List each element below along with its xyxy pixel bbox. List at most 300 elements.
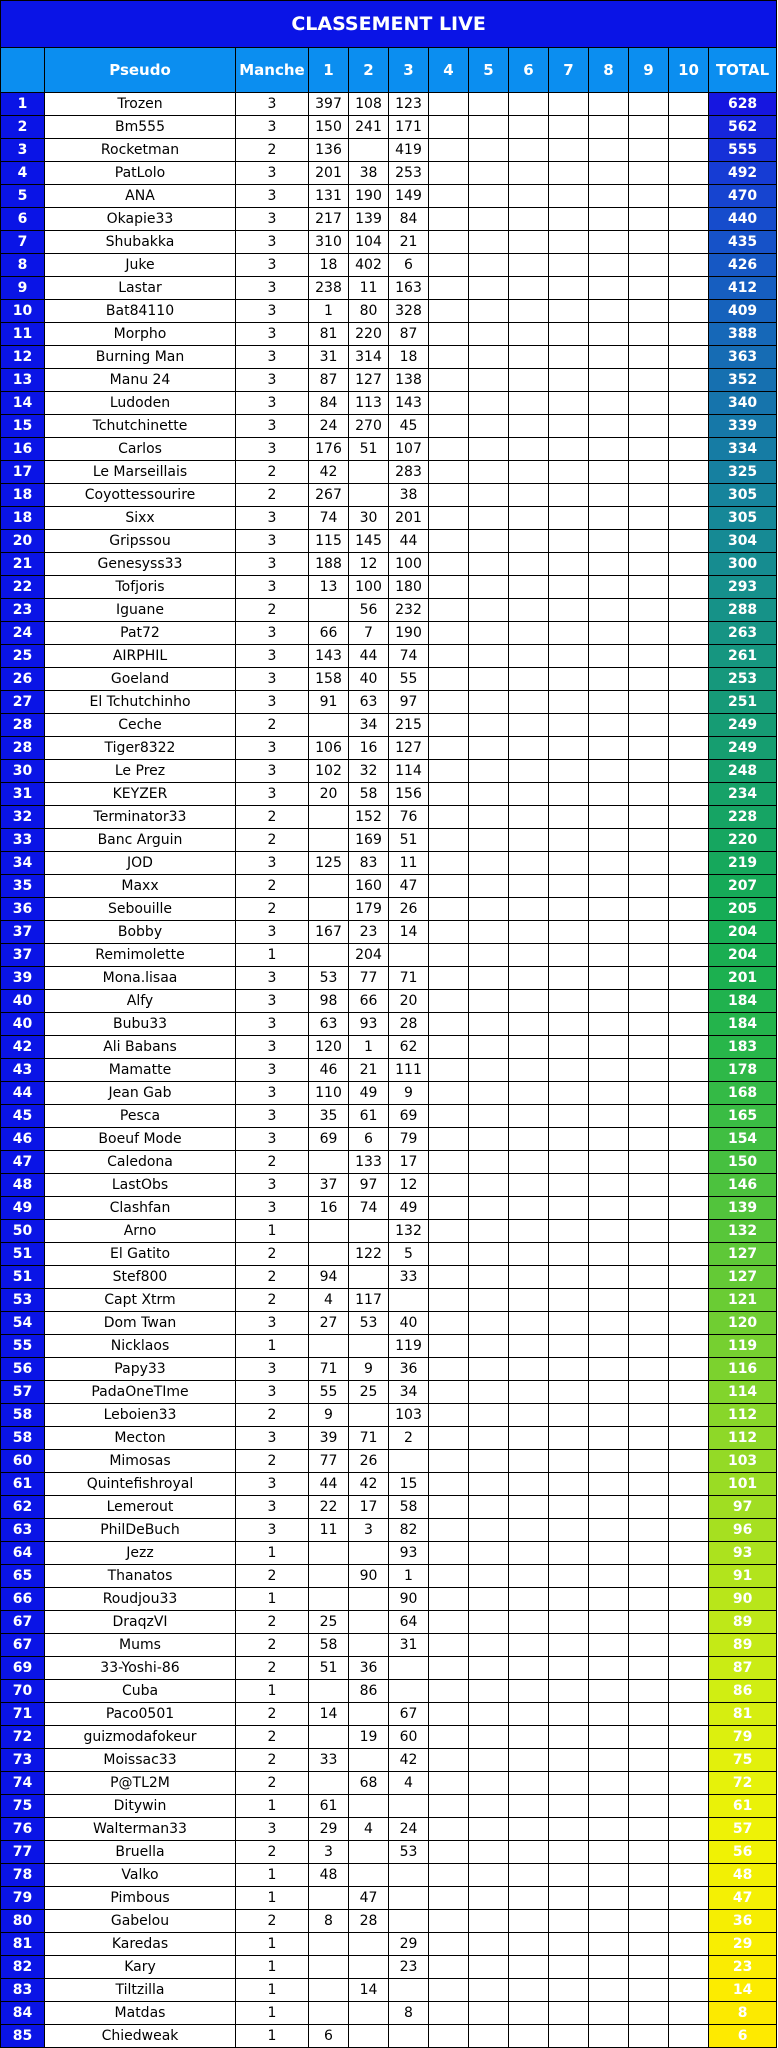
table-row xyxy=(1,829,777,852)
round-5-score xyxy=(469,1082,509,1105)
round-4-score xyxy=(429,553,469,576)
round-9-score xyxy=(629,898,669,921)
round-9-score xyxy=(629,231,669,254)
round-8-score xyxy=(589,806,629,829)
total-cell: 288 xyxy=(709,599,777,622)
round-5-score xyxy=(469,1657,509,1680)
round-7-score xyxy=(549,1680,589,1703)
manche-cell: 2 xyxy=(236,1266,309,1289)
manche-cell: 3 xyxy=(236,1519,309,1542)
round-9-score xyxy=(629,1887,669,1910)
table-row xyxy=(1,806,777,829)
pseudo-cell: Juke xyxy=(45,254,236,277)
round-9-score xyxy=(629,875,669,898)
table-row xyxy=(1,1128,777,1151)
round-1-score: 20 xyxy=(309,783,349,806)
round-8-score xyxy=(589,185,629,208)
round-10-score xyxy=(669,1542,709,1565)
total-cell: 184 xyxy=(709,1013,777,1036)
round-3-score: 26 xyxy=(389,898,429,921)
total-cell: 93 xyxy=(709,1542,777,1565)
round-6-score xyxy=(509,1381,549,1404)
rank-cell: 77 xyxy=(1,1841,45,1864)
round-10-score xyxy=(669,231,709,254)
pseudo-cell: Tchutchinette xyxy=(45,415,236,438)
round-4-score xyxy=(429,185,469,208)
round-2-score: 38 xyxy=(349,162,389,185)
round-7-score xyxy=(549,1059,589,1082)
pseudo-cell: AIRPHIL xyxy=(45,645,236,668)
round-4-score xyxy=(429,1772,469,1795)
round-5-score xyxy=(469,1059,509,1082)
round-9-score xyxy=(629,1933,669,1956)
pseudo-cell: Bat84110 xyxy=(45,300,236,323)
round-7-score xyxy=(549,1174,589,1197)
manche-cell: 3 xyxy=(236,921,309,944)
round-8-score xyxy=(589,231,629,254)
round-9-score xyxy=(629,1726,669,1749)
manche-cell: 1 xyxy=(236,944,309,967)
round-8-score xyxy=(589,645,629,668)
round-5-score xyxy=(469,1243,509,1266)
round-7-score xyxy=(549,1404,589,1427)
round-7-score xyxy=(549,1358,589,1381)
round-5-score xyxy=(469,944,509,967)
round-4-score xyxy=(429,1427,469,1450)
round-8-score xyxy=(589,1542,629,1565)
round-1-score xyxy=(309,1335,349,1358)
total-cell: 89 xyxy=(709,1634,777,1657)
round-10-score xyxy=(669,185,709,208)
round-4-score xyxy=(429,737,469,760)
round-7-score xyxy=(549,1841,589,1864)
round-5-score xyxy=(469,1151,509,1174)
round-9-score xyxy=(629,277,669,300)
round-7-score xyxy=(549,691,589,714)
round-6-score xyxy=(509,622,549,645)
round-3-score: 119 xyxy=(389,1335,429,1358)
round-6-score xyxy=(509,1151,549,1174)
total-cell: 228 xyxy=(709,806,777,829)
round-10-score xyxy=(669,645,709,668)
round-10-score xyxy=(669,576,709,599)
round-9-score xyxy=(629,1243,669,1266)
total-cell: 253 xyxy=(709,668,777,691)
table-row xyxy=(1,645,777,668)
total-cell: 29 xyxy=(709,1933,777,1956)
round-4-score xyxy=(429,990,469,1013)
rank-cell: 51 xyxy=(1,1266,45,1289)
total-cell: 220 xyxy=(709,829,777,852)
round-7-score xyxy=(549,1887,589,1910)
header-row xyxy=(1,48,777,93)
rank-cell: 9 xyxy=(1,277,45,300)
round-8-score xyxy=(589,1013,629,1036)
round-5-score xyxy=(469,599,509,622)
round-1-score xyxy=(309,806,349,829)
round-1-score: 120 xyxy=(309,1036,349,1059)
rank-cell: 67 xyxy=(1,1634,45,1657)
manche-cell: 2 xyxy=(236,1910,309,1933)
round-4-score xyxy=(429,691,469,714)
round-8-score xyxy=(589,254,629,277)
round-5-score xyxy=(469,1910,509,1933)
round-4-score xyxy=(429,1956,469,1979)
round-7-score xyxy=(549,346,589,369)
round-6-score xyxy=(509,760,549,783)
table-row xyxy=(1,1197,777,1220)
round-3-score: 69 xyxy=(389,1105,429,1128)
table-row xyxy=(1,1519,777,1542)
table-row xyxy=(1,1427,777,1450)
round-8-score xyxy=(589,1289,629,1312)
table-row xyxy=(1,461,777,484)
round-5-score xyxy=(469,1289,509,1312)
round-8-score xyxy=(589,1910,629,1933)
round-5-score xyxy=(469,208,509,231)
round-2-score: 9 xyxy=(349,1358,389,1381)
round-7-score xyxy=(549,277,589,300)
round-1-score: 13 xyxy=(309,576,349,599)
round-5-score xyxy=(469,231,509,254)
rank-cell: 37 xyxy=(1,921,45,944)
round-5-score xyxy=(469,1197,509,1220)
manche-cell: 2 xyxy=(236,1243,309,1266)
round-3-score: 132 xyxy=(389,1220,429,1243)
round-3-score: 42 xyxy=(389,1749,429,1772)
header-total: TOTAL xyxy=(709,48,777,93)
round-2-score xyxy=(349,2002,389,2025)
round-9-score xyxy=(629,1404,669,1427)
round-3-score xyxy=(389,1680,429,1703)
round-6-score xyxy=(509,714,549,737)
round-10-score xyxy=(669,1243,709,1266)
pseudo-cell: Coyottessourire xyxy=(45,484,236,507)
round-9-score xyxy=(629,162,669,185)
round-7-score xyxy=(549,323,589,346)
round-7-score xyxy=(549,438,589,461)
manche-cell: 3 xyxy=(236,185,309,208)
round-2-score: 113 xyxy=(349,392,389,415)
round-10-score xyxy=(669,1128,709,1151)
table-row xyxy=(1,2002,777,2025)
round-5-score xyxy=(469,852,509,875)
round-10-score xyxy=(669,1358,709,1381)
round-1-score: 9 xyxy=(309,1404,349,1427)
round-8-score xyxy=(589,346,629,369)
round-3-score: 149 xyxy=(389,185,429,208)
round-10-score xyxy=(669,898,709,921)
rank-cell: 13 xyxy=(1,369,45,392)
table-row xyxy=(1,1933,777,1956)
round-1-score: 115 xyxy=(309,530,349,553)
header-round-3: 3 xyxy=(389,48,429,93)
round-4-score xyxy=(429,1243,469,1266)
table-row xyxy=(1,93,777,116)
round-1-score: 201 xyxy=(309,162,349,185)
round-5-score xyxy=(469,1795,509,1818)
round-4-score xyxy=(429,1634,469,1657)
round-9-score xyxy=(629,622,669,645)
round-3-score: 31 xyxy=(389,1634,429,1657)
round-8-score xyxy=(589,714,629,737)
manche-cell: 2 xyxy=(236,1726,309,1749)
round-3-score: 18 xyxy=(389,346,429,369)
manche-cell: 1 xyxy=(236,1979,309,2002)
round-7-score xyxy=(549,1312,589,1335)
round-10-score xyxy=(669,1289,709,1312)
total-cell: 412 xyxy=(709,277,777,300)
round-6-score xyxy=(509,829,549,852)
round-1-score xyxy=(309,1956,349,1979)
table-row xyxy=(1,944,777,967)
rank-cell: 16 xyxy=(1,438,45,461)
round-1-score xyxy=(309,1680,349,1703)
round-3-score: 123 xyxy=(389,93,429,116)
round-1-score xyxy=(309,599,349,622)
round-9-score xyxy=(629,967,669,990)
rank-cell: 39 xyxy=(1,967,45,990)
pseudo-cell: Manu 24 xyxy=(45,369,236,392)
round-1-score: 8 xyxy=(309,1910,349,1933)
round-5-score xyxy=(469,1496,509,1519)
manche-cell: 2 xyxy=(236,484,309,507)
round-3-score: 328 xyxy=(389,300,429,323)
rank-cell: 3 xyxy=(1,139,45,162)
total-cell: 340 xyxy=(709,392,777,415)
pseudo-cell: El Tchutchinho xyxy=(45,691,236,714)
round-6-score xyxy=(509,576,549,599)
round-4-score xyxy=(429,1289,469,1312)
round-2-score xyxy=(349,1404,389,1427)
round-1-score: 22 xyxy=(309,1496,349,1519)
round-9-score xyxy=(629,185,669,208)
pseudo-cell: Morpho xyxy=(45,323,236,346)
round-2-score: 36 xyxy=(349,1657,389,1680)
round-4-score xyxy=(429,599,469,622)
round-5-score xyxy=(469,1703,509,1726)
round-4-score xyxy=(429,829,469,852)
total-cell: 325 xyxy=(709,461,777,484)
total-cell: 363 xyxy=(709,346,777,369)
round-7-score xyxy=(549,369,589,392)
round-4-score xyxy=(429,1197,469,1220)
manche-cell: 2 xyxy=(236,1841,309,1864)
round-1-score: 37 xyxy=(309,1174,349,1197)
round-5-score xyxy=(469,1841,509,1864)
round-6-score xyxy=(509,93,549,116)
round-9-score xyxy=(629,1565,669,1588)
header-round-4: 4 xyxy=(429,48,469,93)
table-row xyxy=(1,162,777,185)
round-10-score xyxy=(669,1151,709,1174)
pseudo-cell: Arno xyxy=(45,1220,236,1243)
round-10-score xyxy=(669,93,709,116)
rank-cell: 76 xyxy=(1,1818,45,1841)
table-row xyxy=(1,254,777,277)
rank-cell: 54 xyxy=(1,1312,45,1335)
round-1-score: 71 xyxy=(309,1358,349,1381)
round-8-score xyxy=(589,208,629,231)
rank-cell: 85 xyxy=(1,2025,45,2048)
total-cell: 261 xyxy=(709,645,777,668)
rank-cell: 63 xyxy=(1,1519,45,1542)
pseudo-cell: Mona.lisaa xyxy=(45,967,236,990)
rank-cell: 24 xyxy=(1,622,45,645)
round-1-score: 397 xyxy=(309,93,349,116)
round-10-score xyxy=(669,300,709,323)
manche-cell: 2 xyxy=(236,875,309,898)
round-7-score xyxy=(549,1657,589,1680)
total-cell: 86 xyxy=(709,1680,777,1703)
pseudo-cell: Mums xyxy=(45,1634,236,1657)
pseudo-cell: Nicklaos xyxy=(45,1335,236,1358)
table-row xyxy=(1,1910,777,1933)
round-4-score xyxy=(429,1726,469,1749)
round-8-score xyxy=(589,507,629,530)
manche-cell: 2 xyxy=(236,806,309,829)
rank-cell: 47 xyxy=(1,1151,45,1174)
pseudo-cell: Sebouille xyxy=(45,898,236,921)
total-cell: 79 xyxy=(709,1726,777,1749)
round-4-score xyxy=(429,392,469,415)
ranking-rows xyxy=(1,93,777,2048)
total-cell: 61 xyxy=(709,1795,777,1818)
round-10-score xyxy=(669,1772,709,1795)
round-2-score: 47 xyxy=(349,1887,389,1910)
round-1-score: 87 xyxy=(309,369,349,392)
round-4-score xyxy=(429,714,469,737)
pseudo-cell: Lemerout xyxy=(45,1496,236,1519)
round-10-score xyxy=(669,530,709,553)
round-3-score: 180 xyxy=(389,576,429,599)
total-cell: 234 xyxy=(709,783,777,806)
round-6-score xyxy=(509,2002,549,2025)
round-5-score xyxy=(469,461,509,484)
round-9-score xyxy=(629,1450,669,1473)
pseudo-cell: Thanatos xyxy=(45,1565,236,1588)
round-4-score xyxy=(429,1036,469,1059)
round-1-score: 6 xyxy=(309,2025,349,2048)
pseudo-cell: Maxx xyxy=(45,875,236,898)
table-row xyxy=(1,1772,777,1795)
manche-cell: 2 xyxy=(236,1611,309,1634)
round-4-score xyxy=(429,622,469,645)
round-4-score xyxy=(429,1887,469,1910)
total-cell: 150 xyxy=(709,1151,777,1174)
round-2-score: 93 xyxy=(349,1013,389,1036)
round-5-score xyxy=(469,1542,509,1565)
pseudo-cell: Papy33 xyxy=(45,1358,236,1381)
table-row xyxy=(1,1611,777,1634)
round-1-score xyxy=(309,1151,349,1174)
total-cell: 154 xyxy=(709,1128,777,1151)
round-5-score xyxy=(469,990,509,1013)
round-2-score xyxy=(349,1588,389,1611)
manche-cell: 2 xyxy=(236,1772,309,1795)
round-4-score xyxy=(429,530,469,553)
total-cell: 23 xyxy=(709,1956,777,1979)
round-9-score xyxy=(629,576,669,599)
round-9-score xyxy=(629,921,669,944)
round-9-score xyxy=(629,691,669,714)
pseudo-cell: Leboien33 xyxy=(45,1404,236,1427)
round-5-score xyxy=(469,346,509,369)
round-4-score xyxy=(429,1381,469,1404)
round-9-score xyxy=(629,1151,669,1174)
round-3-score: 90 xyxy=(389,1588,429,1611)
pseudo-cell: Capt Xtrm xyxy=(45,1289,236,1312)
round-7-score xyxy=(549,1289,589,1312)
manche-cell: 3 xyxy=(236,691,309,714)
round-2-score xyxy=(349,461,389,484)
rank-cell: 62 xyxy=(1,1496,45,1519)
total-cell: 304 xyxy=(709,530,777,553)
round-1-score xyxy=(309,1979,349,2002)
round-3-score: 2 xyxy=(389,1427,429,1450)
round-3-score: 5 xyxy=(389,1243,429,1266)
round-5-score xyxy=(469,1565,509,1588)
round-1-score: 158 xyxy=(309,668,349,691)
round-1-score xyxy=(309,1243,349,1266)
round-6-score xyxy=(509,116,549,139)
round-9-score xyxy=(629,392,669,415)
round-8-score xyxy=(589,691,629,714)
round-8-score xyxy=(589,1266,629,1289)
total-cell: 101 xyxy=(709,1473,777,1496)
round-4-score xyxy=(429,1680,469,1703)
round-8-score xyxy=(589,1220,629,1243)
round-9-score xyxy=(629,1680,669,1703)
round-8-score xyxy=(589,1956,629,1979)
manche-cell: 1 xyxy=(236,2002,309,2025)
round-4-score xyxy=(429,1082,469,1105)
manche-cell: 2 xyxy=(236,1657,309,1680)
table-row xyxy=(1,392,777,415)
pseudo-cell: Ludoden xyxy=(45,392,236,415)
round-4-score xyxy=(429,1611,469,1634)
round-8-score xyxy=(589,760,629,783)
rank-cell: 34 xyxy=(1,852,45,875)
round-8-score xyxy=(589,898,629,921)
table-row xyxy=(1,576,777,599)
round-2-score: 42 xyxy=(349,1473,389,1496)
round-5-score xyxy=(469,484,509,507)
total-cell: 114 xyxy=(709,1381,777,1404)
rank-cell: 49 xyxy=(1,1197,45,1220)
round-6-score xyxy=(509,1059,549,1082)
round-10-score xyxy=(669,944,709,967)
round-6-score xyxy=(509,898,549,921)
total-cell: 440 xyxy=(709,208,777,231)
round-3-score: 40 xyxy=(389,1312,429,1335)
round-4-score xyxy=(429,1312,469,1335)
round-3-score: 107 xyxy=(389,438,429,461)
round-6-score xyxy=(509,875,549,898)
round-8-score xyxy=(589,921,629,944)
round-6-score xyxy=(509,323,549,346)
manche-cell: 2 xyxy=(236,1404,309,1427)
round-7-score xyxy=(549,1956,589,1979)
pseudo-cell: KEYZER xyxy=(45,783,236,806)
round-9-score xyxy=(629,116,669,139)
round-7-score xyxy=(549,1565,589,1588)
manche-cell: 1 xyxy=(236,1220,309,1243)
table-row xyxy=(1,691,777,714)
round-8-score xyxy=(589,1197,629,1220)
round-3-score: 47 xyxy=(389,875,429,898)
round-8-score xyxy=(589,1519,629,1542)
